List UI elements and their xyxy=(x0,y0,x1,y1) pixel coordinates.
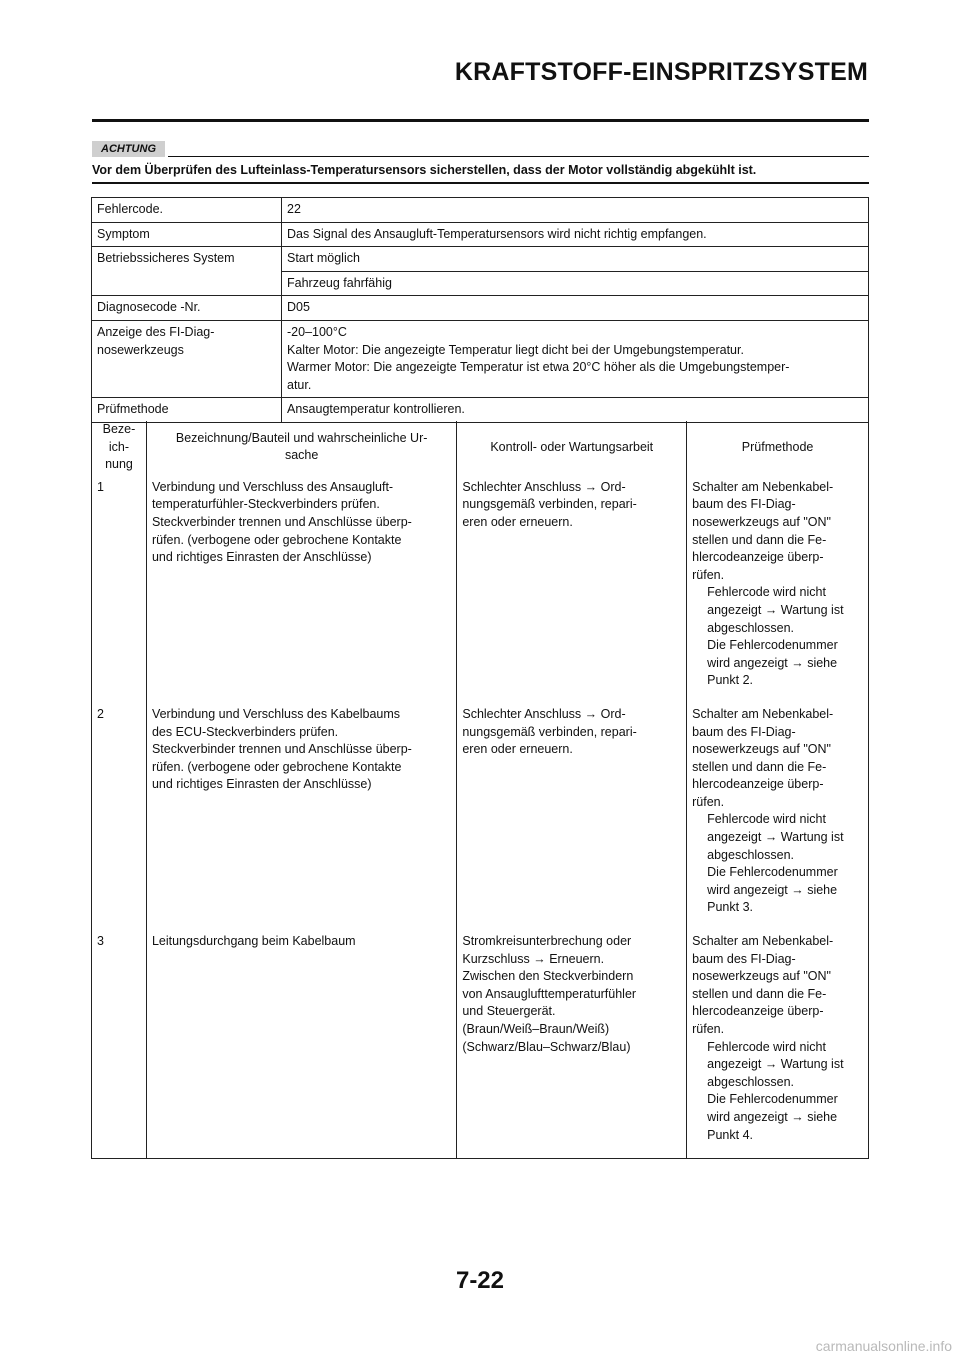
text-line: nungsgemäß verbinden, repari- xyxy=(462,724,637,739)
text-line: hlercodeanzeige überp- xyxy=(692,550,824,565)
text-line: Die Fehlercodenummer xyxy=(707,865,838,880)
text-line: stellen und dann die Fe- xyxy=(692,759,827,774)
text-line: Fehlercode wird nicht xyxy=(707,1039,826,1054)
info-label: Symptom xyxy=(92,222,282,247)
info-label: Betriebssicheres System xyxy=(92,247,282,296)
info-row-method xyxy=(92,398,869,423)
info-row-failsafe-1 xyxy=(92,247,869,272)
info-value-line: atur. xyxy=(287,377,312,392)
step-action xyxy=(457,477,687,704)
text-line: rüfen. xyxy=(692,1022,725,1036)
info-label: Prüfmethode xyxy=(92,398,282,423)
text-line: angezeigt → Wartung ist xyxy=(707,602,844,617)
text-line: hlercodeanzeige überp- xyxy=(692,777,824,792)
text-line: baum des FI-Diag- xyxy=(692,724,796,739)
text-line: rüfen. xyxy=(692,794,725,809)
text-line: und Steuergerät. xyxy=(462,1004,556,1019)
header-line: Bezeichnung/Bauteil und wahrscheinliche Ur- xyxy=(175,430,428,445)
text-line: Schlechter Anschluss → Ord- xyxy=(462,479,626,494)
info-value: Das Signal des Ansaugluft-Temperatursensors wird nicht richtig empfangen. xyxy=(282,222,869,247)
text-line: Fehlercode wird nicht xyxy=(707,585,826,600)
step-cause xyxy=(146,931,456,1159)
text-line: abgeschlossen. xyxy=(707,620,795,635)
text-line: Schalter am Nebenkabel- xyxy=(692,934,834,949)
text-line: baum des FI-Diag- xyxy=(692,497,796,512)
column-header-number xyxy=(92,421,147,477)
text-line: nosewerkzeugs auf "ON" xyxy=(692,969,831,984)
text-line: Punkt 4. xyxy=(707,1127,754,1142)
text-line: Steckverbinder trennen und Anschlüsse überp- xyxy=(151,514,412,529)
text-line: rüfen. (verbogene oder gebrochene Kontakte xyxy=(151,532,402,547)
text-line: angezeigt → Wartung ist xyxy=(707,1057,844,1072)
text-line: Fehlercode wird nicht xyxy=(707,812,826,827)
table-row xyxy=(92,477,869,704)
info-value: Start möglich xyxy=(282,247,869,272)
title-rule xyxy=(92,119,869,122)
info-label xyxy=(92,320,282,397)
info-value xyxy=(282,320,869,397)
step-number: 3 xyxy=(92,931,147,1159)
table-row xyxy=(92,931,869,1159)
text-line: Schalter am Nebenkabel- xyxy=(692,479,834,494)
text-line: abgeschlossen. xyxy=(707,847,795,862)
header-line: nung xyxy=(105,457,133,472)
text-line: Punkt 2. xyxy=(707,673,754,688)
text-line: stellen und dann die Fe- xyxy=(692,532,827,547)
warning-rule-top xyxy=(168,156,869,157)
text-line: Kurzschluss → Erneuern. xyxy=(462,951,605,966)
text-line: stellen und dann die Fe- xyxy=(692,986,827,1001)
text-line: wird angezeigt → siehe xyxy=(707,655,838,670)
table-row xyxy=(92,704,869,931)
info-value: Ansaugtemperatur kontrollieren. xyxy=(282,398,869,423)
page-title: KRAFTSTOFF-EINSPRITZSYSTEM xyxy=(454,58,868,86)
text-line: Punkt 3. xyxy=(707,900,754,915)
text-line: Die Fehlercodenummer xyxy=(707,1092,838,1107)
text-line: rüfen. xyxy=(692,567,725,582)
column-header-cause xyxy=(146,421,456,477)
header-line: ich- xyxy=(108,439,130,454)
text-line: nungsgemäß verbinden, repari- xyxy=(462,497,637,512)
info-value: Fahrzeug fahrfähig xyxy=(282,271,869,296)
info-value-line: Kalter Motor: Die angezeigte Temperatur liegt dicht bei der Umgebungstemperatur. xyxy=(287,342,744,357)
info-row-display xyxy=(92,320,869,397)
text-line: (Schwarz/Blau–Schwarz/Blau) xyxy=(462,1039,631,1054)
text-line: Die Fehlercodenummer xyxy=(707,638,838,653)
header-line: sache xyxy=(284,448,319,463)
info-row-symptom xyxy=(92,222,869,247)
info-label-line: Anzeige des FI-Diag- xyxy=(97,324,215,339)
warning-rule-bottom xyxy=(92,182,869,184)
text-line: angezeigt → Wartung ist xyxy=(707,830,844,845)
info-row-code xyxy=(92,198,869,223)
info-value: 22 xyxy=(282,198,869,223)
step-number: 1 xyxy=(92,477,147,704)
step-method xyxy=(687,931,869,1159)
text-line: Leitungsdurchgang beim Kabelbaum xyxy=(151,934,356,949)
column-header-action: Kontroll- oder Wartungsarbeit xyxy=(457,421,687,477)
header-line: Beze- xyxy=(102,422,136,436)
info-table xyxy=(91,197,869,423)
text-line: rüfen. (verbogene oder gebrochene Kontakte xyxy=(151,759,402,774)
steps-header-row xyxy=(92,421,869,477)
info-value-line: Warmer Motor: Die angezeigte Temperatur ist etwa 20°C höher als die Umgebungstemper- xyxy=(287,360,790,375)
watermark: carmanualsonline.info xyxy=(815,1338,952,1354)
column-header-method: Prüfmethode xyxy=(687,421,869,477)
text-line: eren oder erneuern. xyxy=(462,742,573,757)
info-label: Diagnosecode -Nr. xyxy=(92,296,282,321)
step-action xyxy=(457,704,687,931)
text-line: Schlechter Anschluss → Ord- xyxy=(462,706,626,721)
text-line: Schalter am Nebenkabel- xyxy=(692,706,834,721)
info-label-line: nosewerkzeugs xyxy=(97,342,184,357)
text-line: wird angezeigt → siehe xyxy=(707,882,838,897)
step-cause xyxy=(146,704,456,931)
text-line: Zwischen den Steckverbindern xyxy=(462,969,634,984)
page-number: 7-22 xyxy=(455,1267,505,1294)
step-method xyxy=(687,477,869,704)
text-line: hlercodeanzeige überp- xyxy=(692,1004,824,1019)
text-line: des ECU-Steckverbinders prüfen. xyxy=(151,724,339,739)
info-row-diag xyxy=(92,296,869,321)
text-line: (Braun/Weiß–Braun/Weiß) xyxy=(462,1022,610,1036)
steps-table xyxy=(91,421,869,1159)
text-line: nosewerkzeugs auf "ON" xyxy=(692,514,831,529)
step-action xyxy=(457,931,687,1159)
info-value: D05 xyxy=(282,296,869,321)
text-line: abgeschlossen. xyxy=(707,1074,795,1089)
info-label: Fehlercode. xyxy=(92,198,282,223)
text-line: baum des FI-Diag- xyxy=(692,951,796,966)
info-value-line: -20–100°C xyxy=(287,324,347,339)
text-line: und richtiges Einrasten der Anschlüsse) xyxy=(151,550,372,565)
text-line: und richtiges Einrasten der Anschlüsse) xyxy=(151,777,372,792)
text-line: temperaturfühler-Steckverbinders prüfen. xyxy=(151,497,380,512)
text-line: Stromkreisunterbrechung oder xyxy=(462,934,632,949)
text-line: Verbindung und Verschluss des Ansaugluft- xyxy=(151,479,394,494)
warning-badge: ACHTUNG xyxy=(92,141,165,157)
text-line: von Ansauglufttemperaturfühler xyxy=(462,986,637,1001)
step-method xyxy=(687,704,869,931)
warning-text: Vor dem Überprüfen des Lufteinlass-Temperatursensors sicherstellen, dass der Motor vollständig abgekühlt ist. xyxy=(92,163,757,177)
step-number: 2 xyxy=(92,704,147,931)
text-line: Verbindung und Verschluss des Kabelbaums xyxy=(151,706,401,721)
text-line: eren oder erneuern. xyxy=(462,514,573,529)
step-cause xyxy=(146,477,456,704)
text-line: wird angezeigt → siehe xyxy=(707,1109,838,1124)
text-line: nosewerkzeugs auf "ON" xyxy=(692,742,831,757)
text-line: Steckverbinder trennen und Anschlüsse überp- xyxy=(151,742,412,757)
